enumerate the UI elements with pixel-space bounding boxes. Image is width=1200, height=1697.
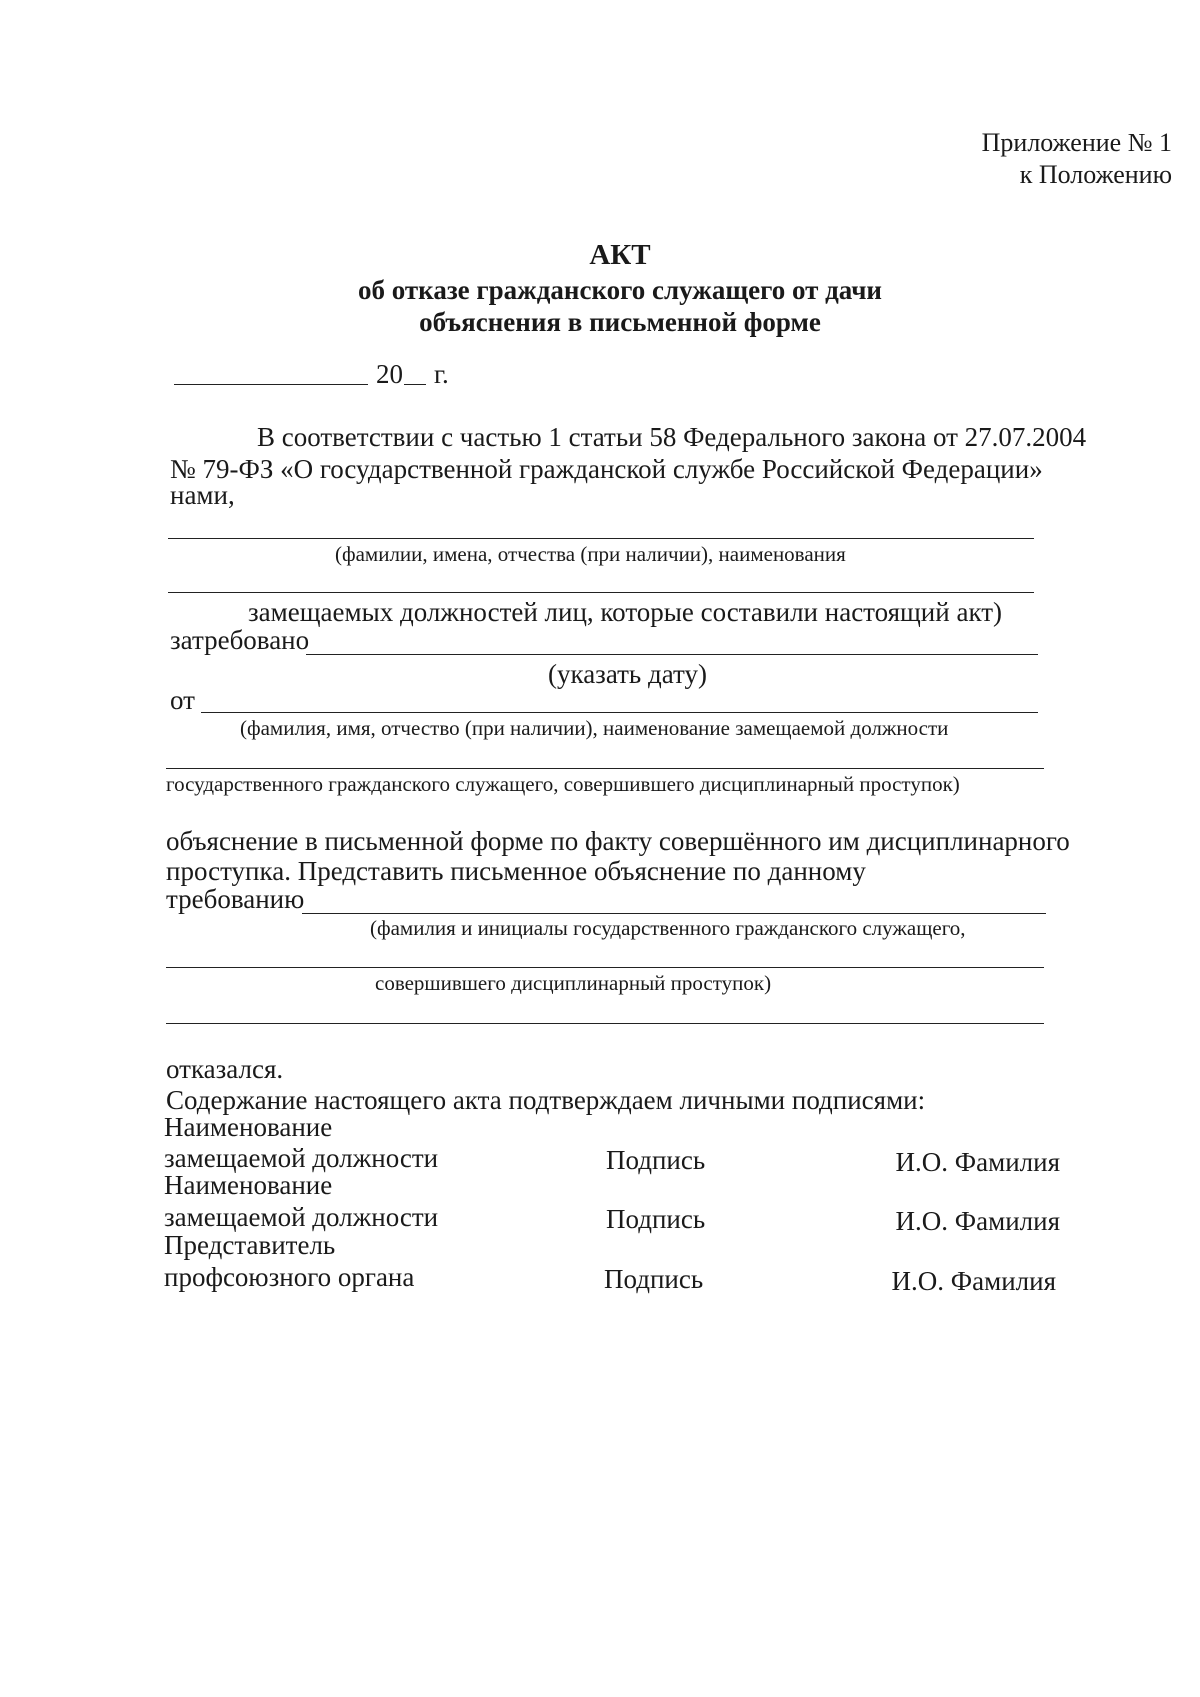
compilers-blank-line-1 bbox=[168, 538, 1034, 539]
signer-blank-line-3 bbox=[166, 1023, 1044, 1024]
signer-blank-line-2 bbox=[166, 967, 1044, 968]
date-hint-caption: (указать дату) bbox=[548, 659, 707, 689]
date-year-suffix: г. bbox=[434, 359, 449, 389]
explanation-line3: требованию bbox=[166, 884, 305, 914]
signer2-signature: Подпись bbox=[606, 1204, 706, 1234]
year-blank-line bbox=[404, 384, 426, 385]
appendix-number: Приложение № 1 bbox=[981, 128, 1172, 157]
confirm-text: Содержание настоящего акта подтверждаем личными подписями: bbox=[166, 1085, 926, 1115]
date-year-prefix: 20 bbox=[376, 359, 403, 389]
compilers-caption-1: (фамилии, имена, отчества (при наличии), наименования bbox=[335, 542, 846, 566]
employee-blank-line bbox=[166, 768, 1044, 769]
signer3-role-line2: профсоюзного органа bbox=[164, 1262, 415, 1292]
employee-caption-2: государственного гражданского служащего, совершившего дисциплинарный проступок) bbox=[166, 772, 960, 796]
from-label: от bbox=[170, 685, 195, 715]
signer3-name: И.О. Фамилия bbox=[891, 1266, 1056, 1296]
signer-caption-2: совершившего дисциплинарный проступок) bbox=[375, 971, 772, 995]
appendix-reference: к Положению bbox=[1019, 160, 1172, 189]
signer1-name: И.О. Фамилия bbox=[895, 1147, 1060, 1177]
requested-label: затребовано bbox=[170, 625, 310, 655]
signer-blank-line-1 bbox=[302, 913, 1046, 914]
signer2-role-line2: замещаемой должности bbox=[164, 1202, 439, 1232]
signer2-role-line1: Наименование bbox=[164, 1170, 333, 1200]
signer3-role-line1: Представитель bbox=[164, 1230, 336, 1260]
intro-line3: нами, bbox=[170, 480, 235, 510]
employee-caption-1: (фамилия, имя, отчество (при наличии), наименование замещаемой должности bbox=[240, 716, 949, 740]
explanation-line1: объяснение в письменной форме по факту совершённого им дисциплинарного bbox=[166, 826, 1070, 856]
requested-date-blank bbox=[306, 654, 1038, 655]
signer-caption-1: (фамилия и инициалы государственного гражданского служащего, bbox=[370, 916, 966, 940]
document-subtitle-line1: об отказе гражданского служащего от дачи bbox=[358, 275, 882, 305]
signer1-role-line2: замещаемой должности bbox=[164, 1143, 439, 1173]
explanation-line2: проступка. Представить письменное объяснение по данному bbox=[166, 856, 866, 886]
intro-line1: В соответствии с частью 1 статьи 58 Федерального закона от 27.07.2004 bbox=[257, 422, 1087, 452]
signer1-role-line1: Наименование bbox=[164, 1112, 333, 1142]
signer2-name: И.О. Фамилия bbox=[895, 1206, 1060, 1236]
from-blank-line bbox=[201, 712, 1038, 713]
compilers-blank-line-2 bbox=[168, 592, 1034, 593]
document-subtitle-line2: объяснения в письменной форме bbox=[419, 307, 821, 337]
date-blank-line bbox=[174, 384, 368, 385]
refused-text: отказался. bbox=[166, 1054, 284, 1084]
document-title: АКТ bbox=[589, 239, 651, 271]
signer1-signature: Подпись bbox=[606, 1145, 706, 1175]
intro-line2: № 79-ФЗ «О государственной гражданской службе Российской Федерации» bbox=[170, 454, 1043, 484]
compilers-caption-2: замещаемых должностей лиц, которые составили настоящий акт) bbox=[248, 597, 1002, 627]
signer3-signature: Подпись bbox=[604, 1264, 704, 1294]
